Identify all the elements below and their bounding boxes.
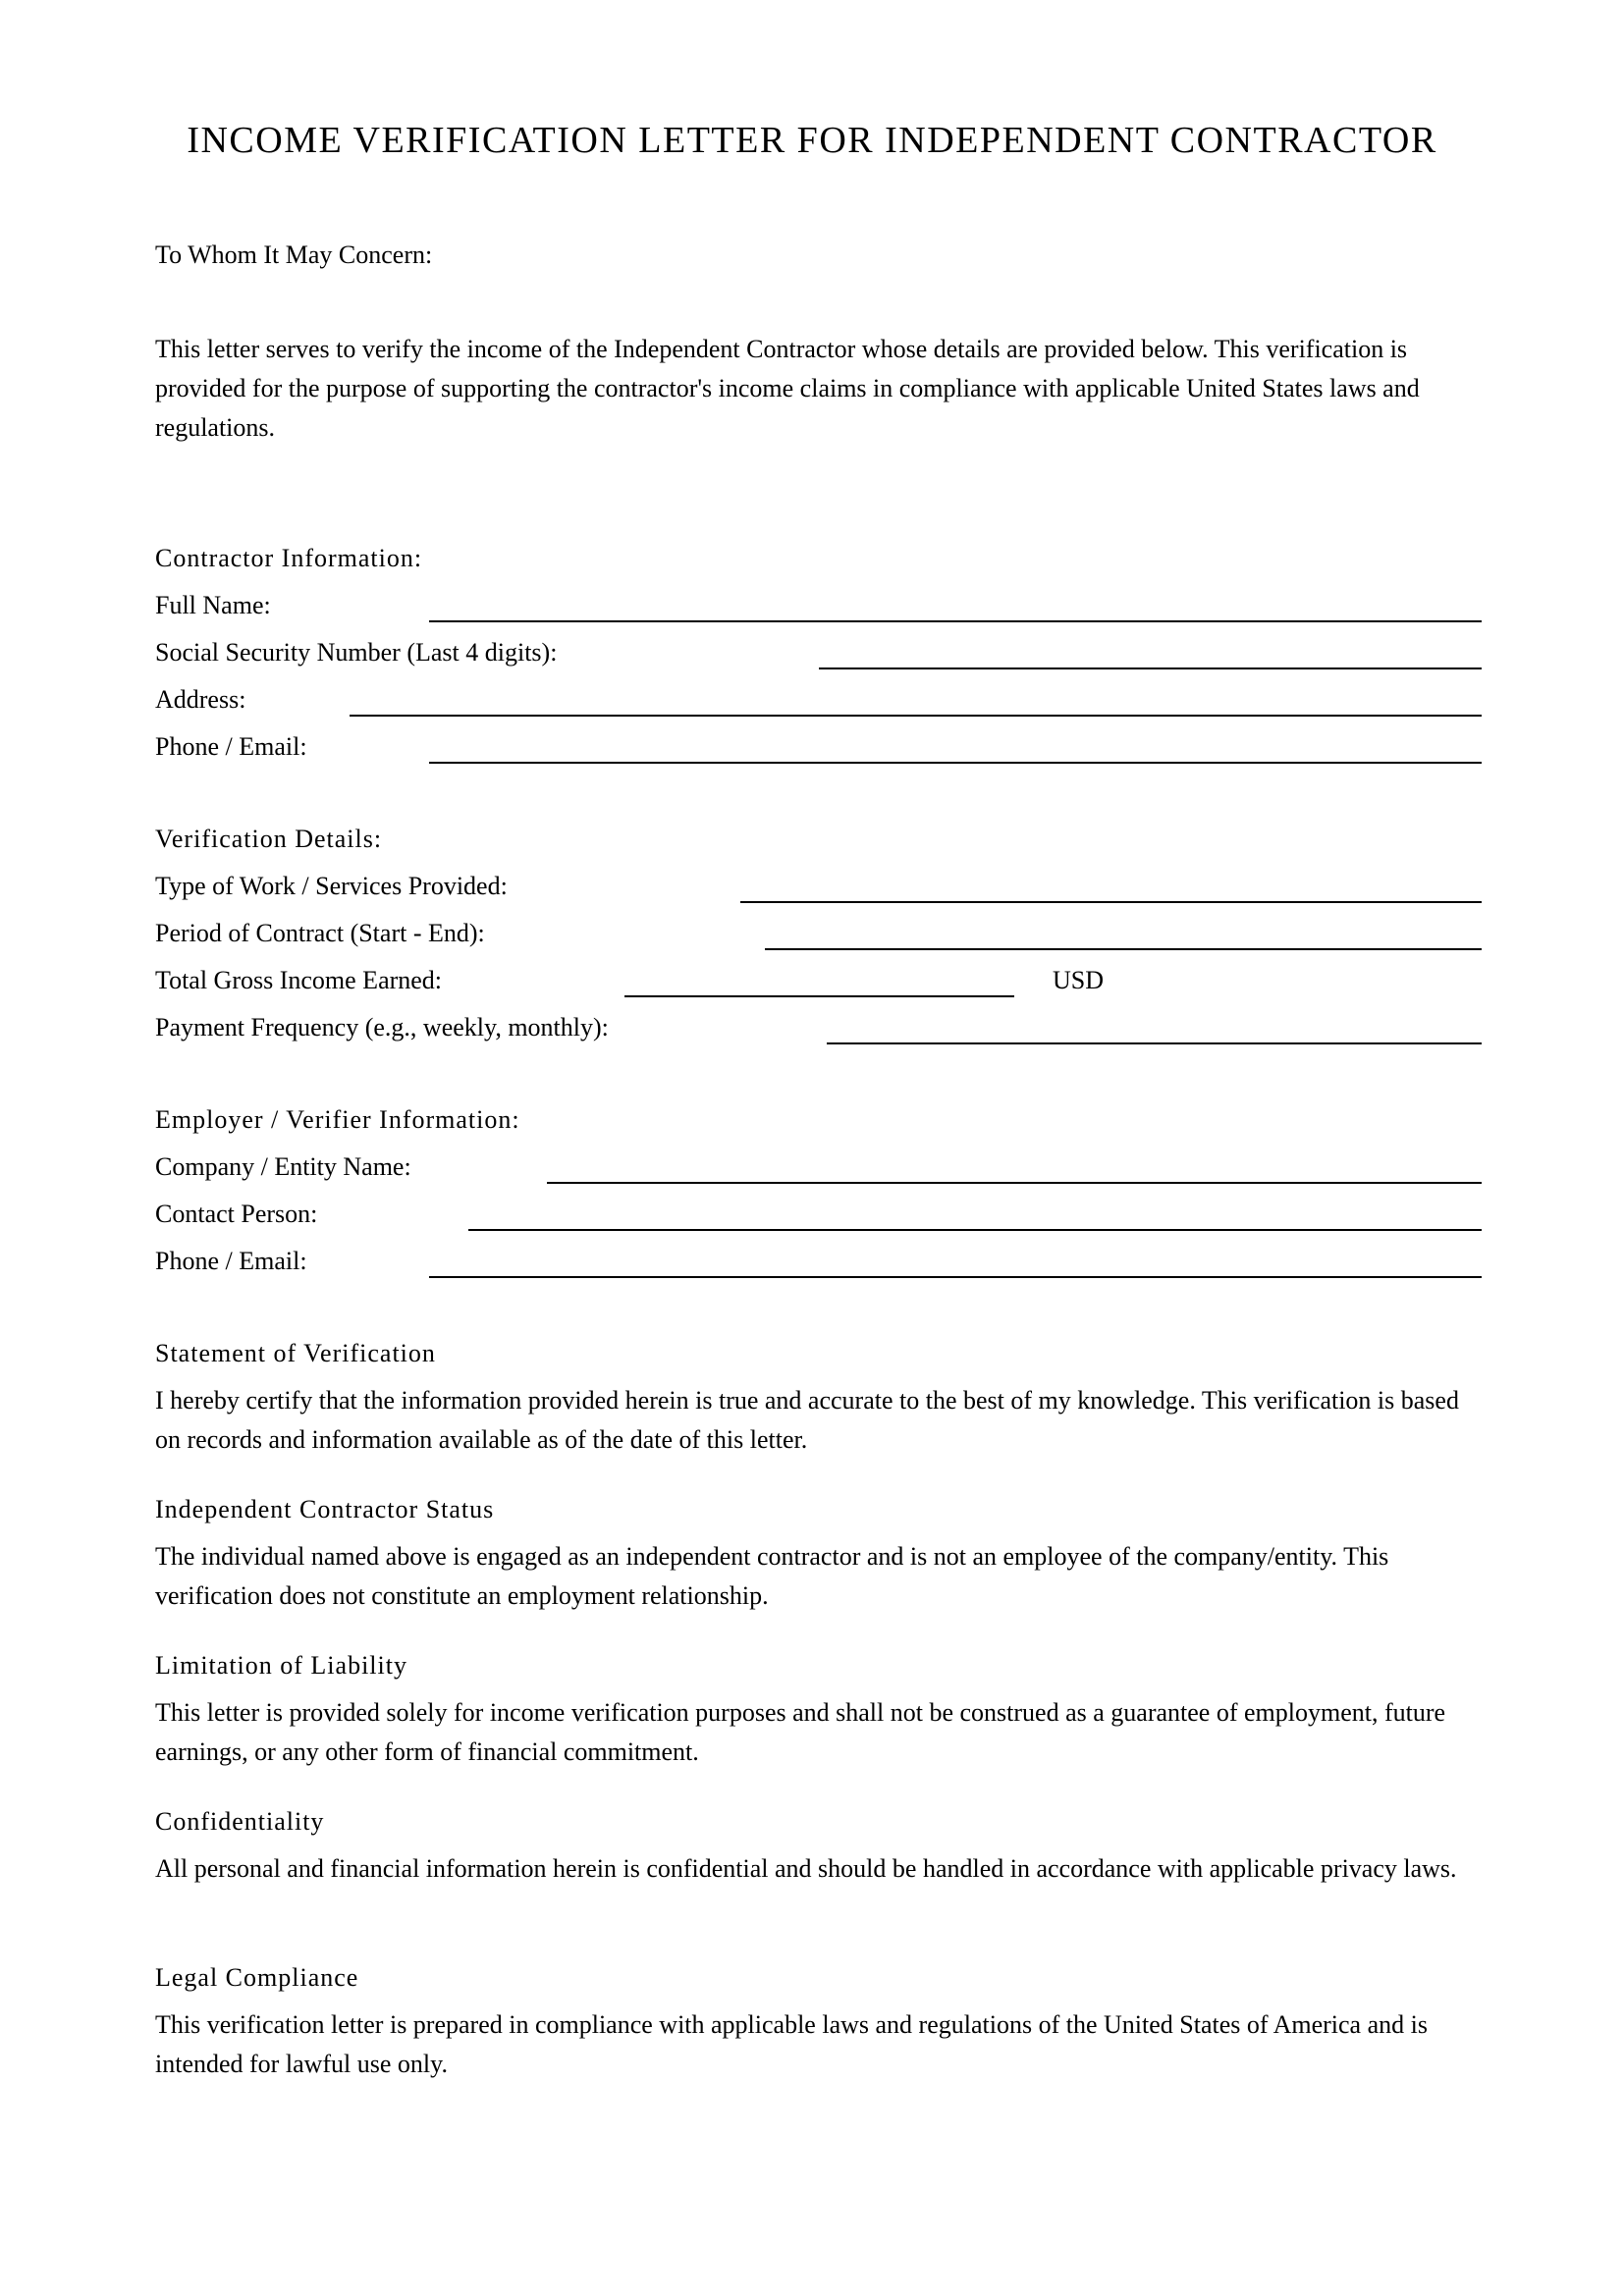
employer-phone-email-label: Phone / Email: <box>155 1247 307 1275</box>
document-title: INCOME VERIFICATION LETTER FOR INDEPENDENT CONTRACTOR <box>187 120 1437 161</box>
contractor-phone-email-field[interactable] <box>429 762 1482 764</box>
full-name-field[interactable] <box>429 620 1482 622</box>
contractor-status-body: The individual named above is engaged as an independent contractor and is not an employee of the company/entity. This verification does not constitute an employment relationship. <box>155 1542 1389 1610</box>
contractor-status-heading: Independent Contractor Status <box>155 1495 495 1523</box>
employer-phone-email-field[interactable] <box>429 1276 1482 1278</box>
company-name-label: Company / Entity Name: <box>155 1152 411 1181</box>
ssn-label: Social Security Number (Last 4 digits): <box>155 638 558 667</box>
employer-info-heading: Employer / Verifier Information: <box>155 1105 520 1134</box>
address-label: Address: <box>155 685 246 714</box>
liability-body: This letter is provided solely for income verification purposes and shall not be construed as a guarantee of employment, future earnings, or any other form of financial commitment. <box>155 1698 1446 1766</box>
contractor-info-heading: Contractor Information: <box>155 544 423 572</box>
payment-frequency-field[interactable] <box>827 1042 1482 1044</box>
statement-body: I hereby certify that the information provided herein is true and accurate to the best of my knowledge. This verification is based on records and information available as of the date of this letter. <box>155 1386 1459 1454</box>
legal-compliance-body: This verification letter is prepared in compliance with applicable laws and regulations of the United States of America and is intended for lawful use only. <box>155 2010 1428 2078</box>
verification-details-heading: Verification Details: <box>155 825 383 853</box>
ssn-field[interactable] <box>819 667 1482 669</box>
contract-period-field[interactable] <box>765 948 1482 950</box>
confidentiality-body: All personal and financial information herein is confidential and should be handled in accordance with applicable privacy laws. <box>155 1854 1457 1883</box>
salutation: To Whom It May Concern: <box>155 240 433 269</box>
statement-heading: Statement of Verification <box>155 1339 436 1367</box>
work-type-field[interactable] <box>740 901 1482 903</box>
gross-income-field[interactable] <box>624 995 1014 997</box>
address-field[interactable] <box>350 715 1482 717</box>
work-type-label: Type of Work / Services Provided: <box>155 872 508 900</box>
contract-period-label: Period of Contract (Start - End): <box>155 919 485 947</box>
full-name-label: Full Name: <box>155 591 271 619</box>
confidentiality-heading: Confidentiality <box>155 1807 325 1836</box>
legal-compliance-heading: Legal Compliance <box>155 1963 359 1992</box>
contact-person-field[interactable] <box>468 1229 1482 1231</box>
payment-frequency-label: Payment Frequency (e.g., weekly, monthly): <box>155 1013 609 1041</box>
contact-person-label: Contact Person: <box>155 1200 318 1228</box>
currency-label: USD <box>1053 966 1105 994</box>
intro-paragraph: This letter serves to verify the income of the Independent Contractor whose details are provided below. This verification is provided for the purpose of supporting the contractor's income claims in compliance with applicable United States laws and regulations. <box>155 335 1420 442</box>
gross-income-label: Total Gross Income Earned: <box>155 966 443 994</box>
company-name-field[interactable] <box>547 1182 1482 1184</box>
liability-heading: Limitation of Liability <box>155 1651 407 1680</box>
contractor-phone-email-label: Phone / Email: <box>155 732 307 761</box>
